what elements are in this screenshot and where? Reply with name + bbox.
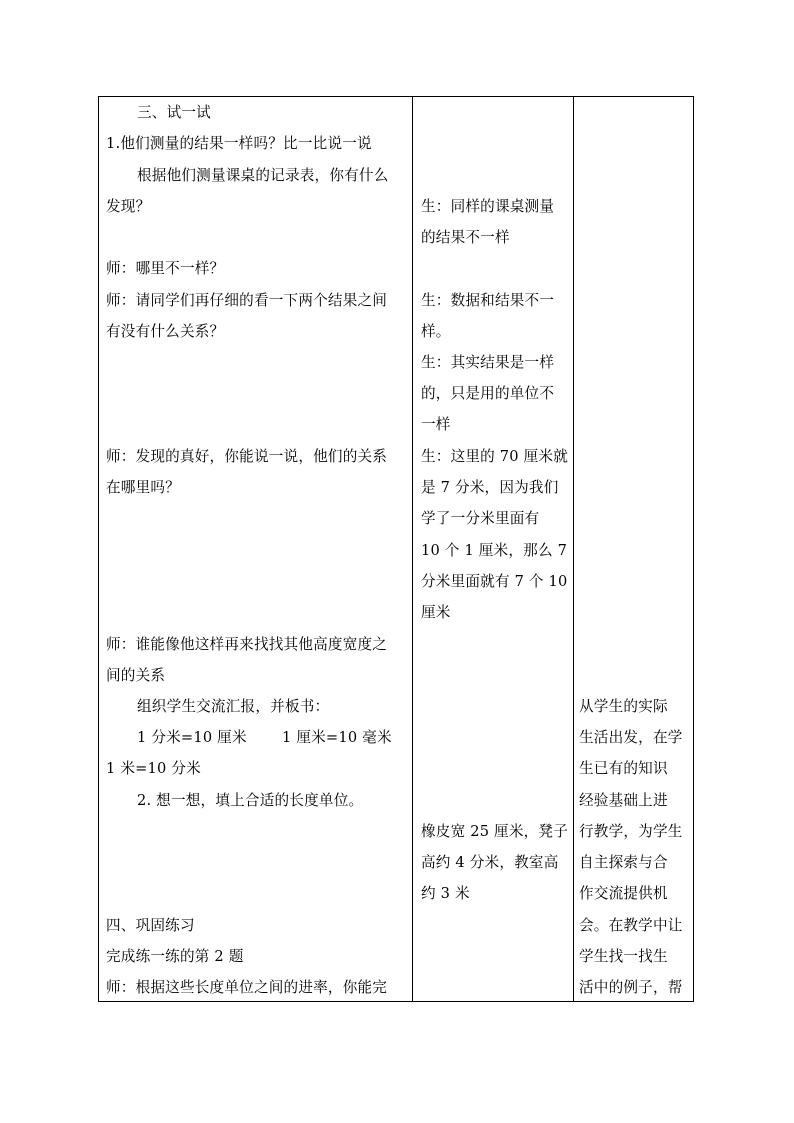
student-line: 生：同样的课桌测量 xyxy=(421,198,555,215)
exercise-line: 完成练一练的第 2 题 xyxy=(106,948,244,965)
student-line: 样。 xyxy=(421,323,451,340)
note-line: 从学生的实际 xyxy=(579,698,668,715)
student-line: 生：数据和结果不一 xyxy=(421,292,555,309)
student-line: 生：其实结果是一样 xyxy=(421,354,555,371)
formula: 1 米=10 分米 xyxy=(106,760,201,777)
teacher-line: 在哪里吗？ xyxy=(106,479,180,496)
prompt-line: 根据他们测量课桌的记录表，你有什么 xyxy=(137,167,389,184)
student-line: 10 个 1 厘米，那么 7 xyxy=(421,542,568,559)
organize-line: 组织学生交流汇报，并板书： xyxy=(137,698,330,715)
note-line: 经验基础上进 xyxy=(579,792,668,809)
student-line: 生：这里的 70 厘米就 xyxy=(421,448,568,465)
student-line: 分米里面就有 7 个 10 xyxy=(421,573,568,590)
note-line: 作交流提供机 xyxy=(579,885,668,902)
teacher-line: 有没有什么关系？ xyxy=(106,323,225,340)
note-line: 行教学，为学生 xyxy=(579,823,683,840)
note-line: 学生找一找生 xyxy=(579,948,668,965)
column-divider xyxy=(573,97,574,1001)
student-line: 的，只是用的单位不 xyxy=(421,385,555,402)
teacher-line: 师：根据这些长度单位之间的进率，你能完 xyxy=(106,979,388,996)
question-1: 1.他们测量的结果一样吗？比一比说一说 xyxy=(106,135,372,152)
note-line: 会。在教学中让 xyxy=(579,917,683,934)
question-2: 2. 想一想，填上合适的长度单位。 xyxy=(137,792,364,809)
teacher-line: 师：请同学们再仔细的看一下两个结果之间 xyxy=(106,292,388,309)
teacher-line: 师：哪里不一样？ xyxy=(106,260,225,277)
formula: 1 分米=10 厘米 xyxy=(137,729,247,746)
prompt-line: 发现？ xyxy=(106,198,151,215)
teacher-line: 师：谁能像他这样再来找找其他高度宽度之 xyxy=(106,636,388,653)
student-line: 约 3 米 xyxy=(421,885,470,902)
student-line: 厘米 xyxy=(421,604,451,621)
student-line: 的结果不一样 xyxy=(421,229,510,246)
note-line: 活中的例子，帮 xyxy=(579,979,683,996)
formula: 1 厘米=10 毫米 xyxy=(282,729,392,746)
student-line: 高约 4 分米，教室高 xyxy=(421,854,559,871)
teacher-line: 间的关系 xyxy=(106,667,166,684)
student-line: 橡皮宽 25 厘米，凳子 xyxy=(421,823,568,840)
note-line: 生活出发，在学 xyxy=(579,729,683,746)
student-line: 一样 xyxy=(421,416,451,433)
lesson-plan-table xyxy=(98,96,694,1002)
section-heading: 三、试一试 xyxy=(137,104,211,121)
column-divider xyxy=(412,97,413,1001)
teacher-line: 师：发现的真好，你能说一说，他们的关系 xyxy=(106,448,388,465)
student-line: 是 7 分米，因为我们 xyxy=(421,479,559,496)
section-heading: 四、巩固练习 xyxy=(106,917,195,934)
student-line: 学了一分米里面有 xyxy=(421,510,540,527)
note-line: 自主探索与合 xyxy=(579,854,668,871)
note-line: 生已有的知识 xyxy=(579,760,668,777)
